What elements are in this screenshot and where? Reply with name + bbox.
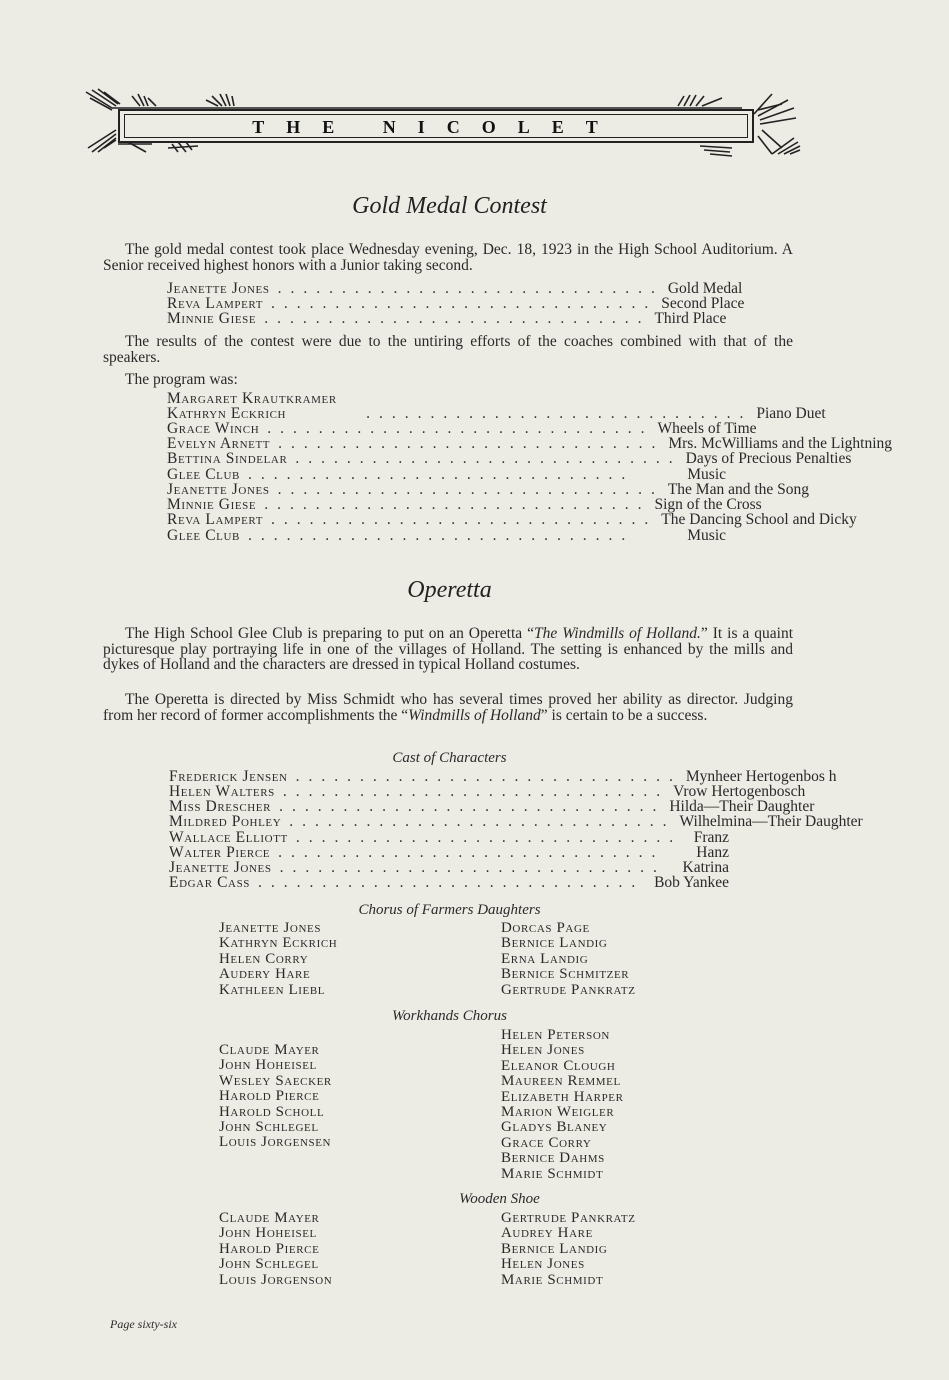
performer-name: Grace Winch xyxy=(167,420,260,437)
list-item: Dorcas Page xyxy=(501,920,590,936)
leader-dots: .............................. xyxy=(277,481,664,498)
leader-dots: .............................. xyxy=(295,450,682,467)
leader-dots: .............................. xyxy=(247,527,635,544)
list-item: Gertrude Pankratz xyxy=(501,1210,636,1226)
operetta-title: The Windmills of Holland. xyxy=(534,625,701,642)
program-item: Wheels of Time xyxy=(657,420,757,437)
cast-name: Edgar Cass xyxy=(169,874,251,891)
list-item xyxy=(167,528,726,544)
list-item: Audery Hare xyxy=(219,966,311,983)
list-item: Kathleen Liebl xyxy=(219,981,326,998)
operetta-paragraph-2 xyxy=(103,692,793,723)
performer-name: Glee Club xyxy=(167,527,240,544)
list-item: Claude Mayer xyxy=(219,1042,320,1058)
gold-medal-intro-text: The gold medal contest took place Wednesday evening, Dec. 18, 1923 in the High School Auditorium. A Senior received highest honors with a Junior taking second. xyxy=(103,241,793,274)
leader-dots: .............................. xyxy=(277,280,664,297)
cast-role: Hilda—Their Daughter xyxy=(669,798,815,815)
leader-dots: .............................. xyxy=(264,496,651,513)
workhands-heading: Workhands Chorus xyxy=(392,1008,507,1024)
cast-role: Hanz xyxy=(696,844,729,861)
list-item: Helen Corry xyxy=(219,950,309,967)
leader-dots: .............................. xyxy=(279,859,666,876)
list-item: Bernice Schmitzer xyxy=(501,966,630,983)
list-item: Harold Scholl xyxy=(219,1103,325,1120)
program-intro xyxy=(103,372,793,388)
gold-medal-intro xyxy=(103,242,793,273)
banner-title: THE NICOLET xyxy=(252,117,620,137)
cast-heading: Cast of Characters xyxy=(392,750,507,766)
leader-dots: .............................. xyxy=(271,295,658,312)
list-item: Maureen Remmel xyxy=(501,1073,621,1090)
operetta-para2-start: The Operetta is directed by Miss Schmidt who has several times proved her ability as director. Judging from her record of former accomplishments the “ xyxy=(103,691,793,724)
winner-place: Third Place xyxy=(654,310,727,327)
cast-name: Miss Drescher xyxy=(169,798,272,815)
operetta-title: Windmills of Holland xyxy=(408,706,541,724)
operetta-para2-end: ” is certain to be a success. xyxy=(540,706,708,724)
operetta-para1-start: The High School Glee Club is preparing to put on an Operetta “ xyxy=(125,625,534,642)
program-item: The Man and the Song xyxy=(667,481,810,498)
list-item: Helen Peterson xyxy=(501,1027,610,1043)
leader-dots: .............................. xyxy=(247,466,635,483)
chorus-left-column xyxy=(219,921,337,998)
gold-medal-heading: Gold Medal Contest xyxy=(352,193,547,219)
leader-dots: .............................. xyxy=(264,310,651,327)
leader-dots: .............................. xyxy=(278,844,665,861)
leader-dots: .............................. xyxy=(271,511,658,528)
list-item: Claude Mayer xyxy=(219,1210,320,1226)
performer-name: Jeanette Jones xyxy=(167,481,270,498)
cast-role: Bob Yankee xyxy=(654,874,729,891)
performer-name: Evelyn Arnett xyxy=(167,435,271,452)
list-item: Gladys Blaney xyxy=(501,1119,608,1136)
page-number: Page sixty-six xyxy=(110,1317,177,1331)
list-item: Marie Schmidt xyxy=(501,1165,604,1182)
wooden-shoe-right-column xyxy=(501,1211,636,1288)
cast-role: Vrow Hertogenbosch xyxy=(673,783,806,800)
winner-place: Second Place xyxy=(661,295,745,312)
program-item: Music xyxy=(687,466,726,483)
list-item: Louis Jorgenson xyxy=(219,1271,333,1288)
winner-place: Gold Medal xyxy=(667,280,743,297)
wooden-shoe-left-column xyxy=(219,1211,332,1288)
performer-name: Minnie Giese xyxy=(167,496,257,513)
cast-role: Wilhelmina—Their Daughter xyxy=(679,813,863,830)
performer-name: Bettina Sindelar xyxy=(167,450,288,467)
cast-role: Katrina xyxy=(682,859,729,876)
list-item: Helen Jones xyxy=(501,1256,585,1273)
list-item: Wesley Saecker xyxy=(219,1072,332,1089)
winner-name: Jeanette Jones xyxy=(167,280,270,297)
chorus-heading: Chorus of Farmers Daughters xyxy=(358,902,541,918)
cast-name: Wallace Elliott xyxy=(169,829,288,846)
program-item: Music xyxy=(687,527,726,544)
leader-dots: .............................. xyxy=(295,768,682,785)
list-item xyxy=(169,813,863,830)
leader-dots: .............................. xyxy=(267,420,654,437)
operetta-paragraph-1 xyxy=(103,626,793,673)
program-item: Piano Duet xyxy=(756,405,826,422)
chorus-right-column xyxy=(501,921,636,998)
results-text: The results of the contest were due to the untiring efforts of the coaches combined with that of the speakers. xyxy=(103,333,793,366)
list-item xyxy=(167,450,852,467)
program-item: Mrs. McWilliams and the Lightning xyxy=(668,435,893,452)
cast-name: Helen Walters xyxy=(169,783,275,800)
cast-name: Mildred Pohley xyxy=(169,813,282,830)
list-item: Bernice Landig xyxy=(501,935,608,952)
operetta-para1-end: ” It is a quaint picturesque play portraying life in one of the villages of Holland. The setting is enhanced by the mills and dykes of Holland and the characters are dressed in typical Holland costumes. xyxy=(103,625,794,673)
list-item: Elizabeth Harper xyxy=(501,1088,624,1105)
list-item: John Hoheisel xyxy=(219,1057,317,1074)
list-item xyxy=(169,875,729,891)
results-paragraph xyxy=(103,334,793,365)
performer-name: Glee Club xyxy=(167,466,240,483)
leader-dots: .............................. xyxy=(278,435,665,452)
workhands-left-column xyxy=(219,1043,332,1151)
list-item: Kathryn Eckrich xyxy=(219,935,338,952)
program-item: Days of Precious Penalties xyxy=(685,450,852,467)
list-item xyxy=(167,311,726,327)
leader-dots: .............................. xyxy=(258,874,645,891)
list-item xyxy=(167,511,857,528)
list-item: Gertrude Pankratz xyxy=(501,981,636,998)
program-intro-text: The program was: xyxy=(125,371,238,388)
list-item: Marion Weigler xyxy=(501,1104,615,1121)
list-item: John Schlegel xyxy=(219,1256,319,1273)
wooden-shoe-heading: Wooden Shoe xyxy=(459,1191,540,1207)
program-item: The Dancing School and Dicky xyxy=(661,511,857,528)
leader-dots: .............................. xyxy=(366,405,753,422)
workhands-right-column xyxy=(501,1028,624,1182)
leader-dots: .............................. xyxy=(295,829,683,846)
cast-role: Mynheer Hertogenbos h xyxy=(685,768,837,785)
cast-name: Frederick Jensen xyxy=(169,768,288,785)
list-item: Bernice Landig xyxy=(501,1240,608,1257)
list-item: Harold Pierce xyxy=(219,1088,320,1105)
list-item: Bernice Dahms xyxy=(501,1150,605,1167)
winner-name: Reva Lampert xyxy=(167,295,264,312)
leader-dots: .............................. xyxy=(289,813,676,830)
operetta-heading: Operetta xyxy=(407,577,492,603)
list-item: Marie Schmidt xyxy=(501,1271,604,1288)
list-item: Jeanette Jones xyxy=(219,920,322,936)
program-item: Sign of the Cross xyxy=(654,496,762,513)
cast-role: Franz xyxy=(693,829,729,846)
performer-name: Margaret Krautkramer xyxy=(167,390,337,407)
leader-dots: .............................. xyxy=(282,783,670,800)
list-item: Harold Pierce xyxy=(219,1240,320,1257)
winner-name: Minnie Giese xyxy=(167,310,257,327)
list-item: John Schlegel xyxy=(219,1119,319,1136)
list-item: Erna Landig xyxy=(501,950,589,967)
list-item: Louis Jorgensen xyxy=(219,1134,332,1151)
list-item: Grace Corry xyxy=(501,1134,592,1151)
cast-name: Jeanette Jones xyxy=(169,859,272,876)
cast-name: Walter Pierce xyxy=(169,844,271,861)
list-item: Audrey Hare xyxy=(501,1225,593,1242)
list-item: Eleanor Clough xyxy=(501,1057,616,1074)
list-item: Helen Jones xyxy=(501,1042,585,1059)
leader-dots: .............................. xyxy=(279,798,666,815)
banner-frame xyxy=(118,109,754,143)
performer-name: Reva Lampert xyxy=(167,511,264,528)
performer-name: Kathryn Eckrich xyxy=(167,405,287,422)
list-item: John Hoheisel xyxy=(219,1225,317,1242)
